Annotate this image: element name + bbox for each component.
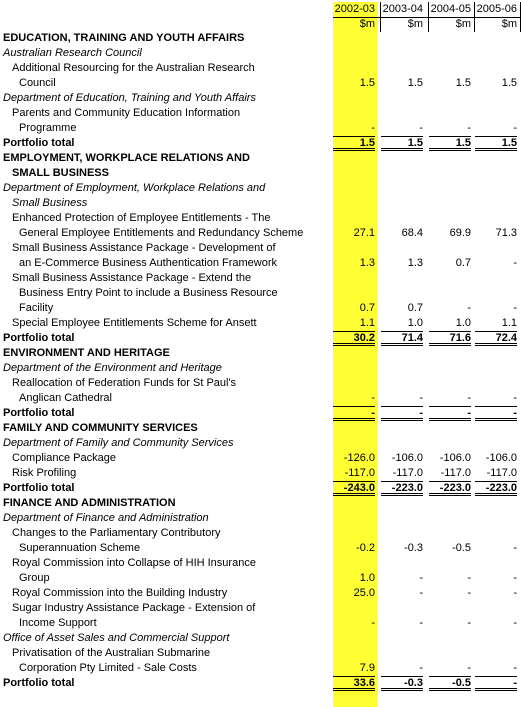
value-cell-2004-05: 1.0: [455, 317, 471, 329]
header-unit-2: $m: [455, 18, 471, 30]
section-heading-row: [0, 346, 521, 361]
value-cell-2002-03: -: [371, 617, 375, 629]
section-heading-row: [0, 31, 521, 46]
row-label: Superannuation Scheme: [19, 542, 141, 554]
table-row: [0, 241, 521, 256]
row-label: Department of Family and Community Services: [3, 437, 234, 449]
value-cell-2005-06: -: [475, 676, 517, 691]
value-cell-2005-06: -: [513, 587, 517, 599]
value-cell-2003-04: -: [419, 662, 423, 674]
value-cell-2002-03: -: [371, 122, 375, 134]
row-label: Small Business Assistance Package - Extend the: [12, 272, 252, 284]
table-row: [0, 286, 521, 301]
row-label: FAMILY AND COMMUNITY SERVICES: [3, 422, 198, 434]
value-cell-2003-04: 1.5: [381, 136, 423, 151]
value-cell-2005-06: 1.5: [475, 136, 517, 151]
table-row: [0, 76, 521, 91]
value-cell-2002-03: 1.5: [333, 136, 375, 151]
header-divider: [380, 2, 381, 32]
value-cell-2002-03: -243.0: [333, 481, 375, 496]
value-cell-2002-03: -: [333, 406, 375, 421]
row-label: Royal Commission into Collapse of HIH Insurance: [12, 557, 256, 569]
table-row: [0, 661, 521, 676]
value-cell-2002-03: -117.0: [344, 467, 375, 479]
section-heading-row: [0, 496, 521, 511]
row-label: Business Entry Point to include a Business Resource: [19, 287, 278, 299]
agency-row: [0, 181, 521, 196]
header-year-1: 2003-04: [382, 3, 423, 15]
portfolio-total-row: [0, 676, 521, 691]
row-label: Reallocation of Federation Funds for St Paul's: [12, 377, 237, 389]
header-year-2: 2004-05: [430, 3, 471, 15]
table-row: [0, 226, 521, 241]
table-row: [0, 586, 521, 601]
agency-row: [0, 511, 521, 526]
value-cell-2005-06: -106.0: [485, 452, 517, 464]
value-cell-2002-03: 1.1: [359, 317, 375, 329]
portfolio-total-row: [0, 136, 521, 151]
agency-row: [0, 436, 521, 451]
row-label: Portfolio total: [3, 407, 75, 419]
header-units-row: [0, 17, 521, 32]
section-heading-row: [0, 421, 521, 436]
table-row: [0, 121, 521, 136]
row-label: ENVIRONMENT AND HERITAGE: [3, 347, 170, 359]
row-label: Council: [19, 77, 56, 89]
value-cell-2003-04: -0.3: [404, 542, 423, 554]
portfolio-total-row: [0, 331, 521, 346]
row-label: Corporation Pty Limited - Sale Costs: [19, 662, 197, 674]
header-unit-1: $m: [407, 18, 423, 30]
row-label: Income Support: [19, 617, 97, 629]
value-cell-2005-06: 71.3: [495, 227, 517, 239]
value-cell-2004-05: 71.6: [429, 331, 471, 346]
value-cell-2004-05: -223.0: [429, 481, 471, 496]
value-cell-2003-04: -0.3: [381, 676, 423, 691]
value-cell-2005-06: 1.5: [501, 77, 517, 89]
value-cell-2002-03: 30.2: [333, 331, 375, 346]
row-label: Changes to the Parliamentary Contributory: [12, 527, 221, 539]
value-cell-2002-03: 7.9: [359, 662, 375, 674]
value-cell-2004-05: -0.5: [452, 542, 471, 554]
value-cell-2003-04: -: [419, 617, 423, 629]
value-cell-2003-04: -223.0: [381, 481, 423, 496]
value-cell-2003-04: 68.4: [401, 227, 423, 239]
value-cell-2004-05: 1.5: [455, 77, 471, 89]
row-label: Group: [19, 572, 50, 584]
row-label: Small Business Assistance Package - Development of: [12, 242, 276, 254]
value-cell-2003-04: -: [419, 572, 423, 584]
table-row: [0, 571, 521, 586]
table-row: [0, 556, 521, 571]
row-label: Department of Education, Training and Youth Affairs: [3, 92, 256, 104]
value-cell-2005-06: -: [513, 542, 517, 554]
agency-row: [0, 631, 521, 646]
value-cell-2005-06: -: [513, 572, 517, 584]
table-row: [0, 61, 521, 76]
value-cell-2003-04: 1.0: [407, 317, 423, 329]
agency-row: [0, 46, 521, 61]
row-label: EDUCATION, TRAINING AND YOUTH AFFAIRS: [3, 32, 245, 44]
row-label: Portfolio total: [3, 677, 75, 689]
row-label: Compliance Package: [12, 452, 116, 464]
row-label: FINANCE AND ADMINISTRATION: [3, 497, 176, 509]
row-label: Department of Finance and Administration: [3, 512, 209, 524]
row-label: Special Employee Entitlements Scheme for Ansett: [12, 317, 257, 329]
value-cell-2004-05: -106.0: [439, 452, 471, 464]
row-label: Parents and Community Education Information: [12, 107, 241, 119]
value-cell-2003-04: 1.3: [407, 257, 423, 269]
value-cell-2005-06: -: [513, 122, 517, 134]
row-label: Department of the Environment and Heritage: [3, 362, 222, 374]
value-cell-2003-04: -: [419, 587, 423, 599]
value-cell-2005-06: -: [513, 392, 517, 404]
value-cell-2005-06: -: [513, 302, 517, 314]
value-cell-2003-04: -117.0: [392, 467, 423, 479]
value-cell-2005-06: -: [513, 662, 517, 674]
value-cell-2003-04: -: [419, 392, 423, 404]
value-cell-2003-04: -: [381, 406, 423, 421]
value-cell-2004-05: -: [467, 122, 471, 134]
row-label: Portfolio total: [3, 482, 75, 494]
table-row: [0, 301, 521, 316]
table-row: [0, 616, 521, 631]
value-cell-2004-05: 1.5: [429, 136, 471, 151]
value-cell-2002-03: 1.0: [359, 572, 375, 584]
value-cell-2005-06: -: [513, 257, 517, 269]
value-cell-2005-06: -: [475, 406, 517, 421]
value-cell-2004-05: -: [467, 392, 471, 404]
value-cell-2005-06: -223.0: [475, 481, 517, 496]
row-label: Australian Research Council: [3, 47, 142, 59]
table-row: [0, 526, 521, 541]
row-label: EMPLOYMENT, WORKPLACE RELATIONS AND: [3, 152, 250, 164]
value-cell-2005-06: -: [513, 617, 517, 629]
row-label: Anglican Cathedral: [19, 392, 112, 404]
row-label: Enhanced Protection of Employee Entitlements - The: [12, 212, 271, 224]
value-cell-2004-05: -: [467, 572, 471, 584]
value-cell-2004-05: 69.9: [449, 227, 471, 239]
table-row: [0, 106, 521, 121]
row-label: an E-Commerce Business Authentication Framework: [19, 257, 277, 269]
value-cell-2003-04: -106.0: [391, 452, 423, 464]
value-cell-2002-03: 0.7: [359, 302, 375, 314]
value-cell-2004-05: -: [467, 662, 471, 674]
table-row: [0, 391, 521, 406]
row-label: Programme: [19, 122, 77, 134]
row-label: Department of Employment, Workplace Relations and: [3, 182, 266, 194]
value-cell-2002-03: -: [371, 392, 375, 404]
header-years-row: [0, 2, 521, 17]
agency-row: [0, 361, 521, 376]
value-cell-2004-05: -117.0: [440, 467, 471, 479]
row-label: Portfolio total: [3, 137, 75, 149]
row-label: Additional Resourcing for the Australian Research: [12, 62, 255, 74]
row-label: Office of Asset Sales and Commercial Support: [3, 632, 230, 644]
table-row: [0, 316, 521, 331]
header-year-3: 2005-06: [476, 3, 517, 15]
value-cell-2002-03: -0.2: [356, 542, 375, 554]
portfolio-total-row: [0, 481, 521, 496]
section-heading-row: [0, 166, 521, 181]
row-label: Facility: [19, 302, 54, 314]
row-label: Sugar Industry Assistance Package - Extension of: [12, 602, 256, 614]
table-row: [0, 466, 521, 481]
header-divider: [428, 2, 429, 32]
value-cell-2005-06: 72.4: [475, 331, 517, 346]
value-cell-2003-04: 1.5: [407, 77, 423, 89]
section-heading-row: [0, 151, 521, 166]
agency-row: [0, 196, 521, 211]
value-cell-2002-03: 25.0: [353, 587, 375, 599]
row-label: General Employee Entitlements and Redundancy Scheme: [19, 227, 304, 239]
portfolio-total-row: [0, 406, 521, 421]
value-cell-2005-06: -117.0: [486, 467, 517, 479]
value-cell-2002-03: 27.1: [353, 227, 375, 239]
value-cell-2003-04: 0.7: [407, 302, 423, 314]
header-unit-3: $m: [501, 18, 517, 30]
table-row: [0, 541, 521, 556]
table-row: [0, 211, 521, 226]
value-cell-2003-04: 71.4: [381, 331, 423, 346]
value-cell-2004-05: -: [467, 587, 471, 599]
table-row: [0, 271, 521, 286]
value-cell-2002-03: 1.3: [359, 257, 375, 269]
agency-row: [0, 91, 521, 106]
row-label: Royal Commission into the Building Industry: [12, 587, 228, 599]
row-label: SMALL BUSINESS: [12, 167, 109, 179]
value-cell-2003-04: -: [419, 122, 423, 134]
header-separator: [333, 17, 521, 18]
header-unit-0: $m: [359, 18, 375, 30]
table-row: [0, 451, 521, 466]
value-cell-2004-05: -: [467, 617, 471, 629]
header-year-0: 2002-03: [334, 3, 375, 15]
table-row: [0, 601, 521, 616]
value-cell-2002-03: 33.6: [333, 676, 375, 691]
value-cell-2002-03: -126.0: [343, 452, 375, 464]
value-cell-2005-06: 1.1: [501, 317, 517, 329]
table-row: [0, 256, 521, 271]
row-label: Privatisation of the Australian Submarine: [12, 647, 211, 659]
row-label: Portfolio total: [3, 332, 75, 344]
header-divider: [474, 2, 475, 32]
table-row: [0, 376, 521, 391]
value-cell-2004-05: 0.7: [455, 257, 471, 269]
row-label: Risk Profiling: [12, 467, 77, 479]
value-cell-2002-03: 1.5: [359, 77, 375, 89]
value-cell-2004-05: -0.5: [429, 676, 471, 691]
table-row: [0, 646, 521, 661]
row-label: Small Business: [12, 197, 88, 209]
value-cell-2004-05: -: [429, 406, 471, 421]
value-cell-2004-05: -: [467, 302, 471, 314]
